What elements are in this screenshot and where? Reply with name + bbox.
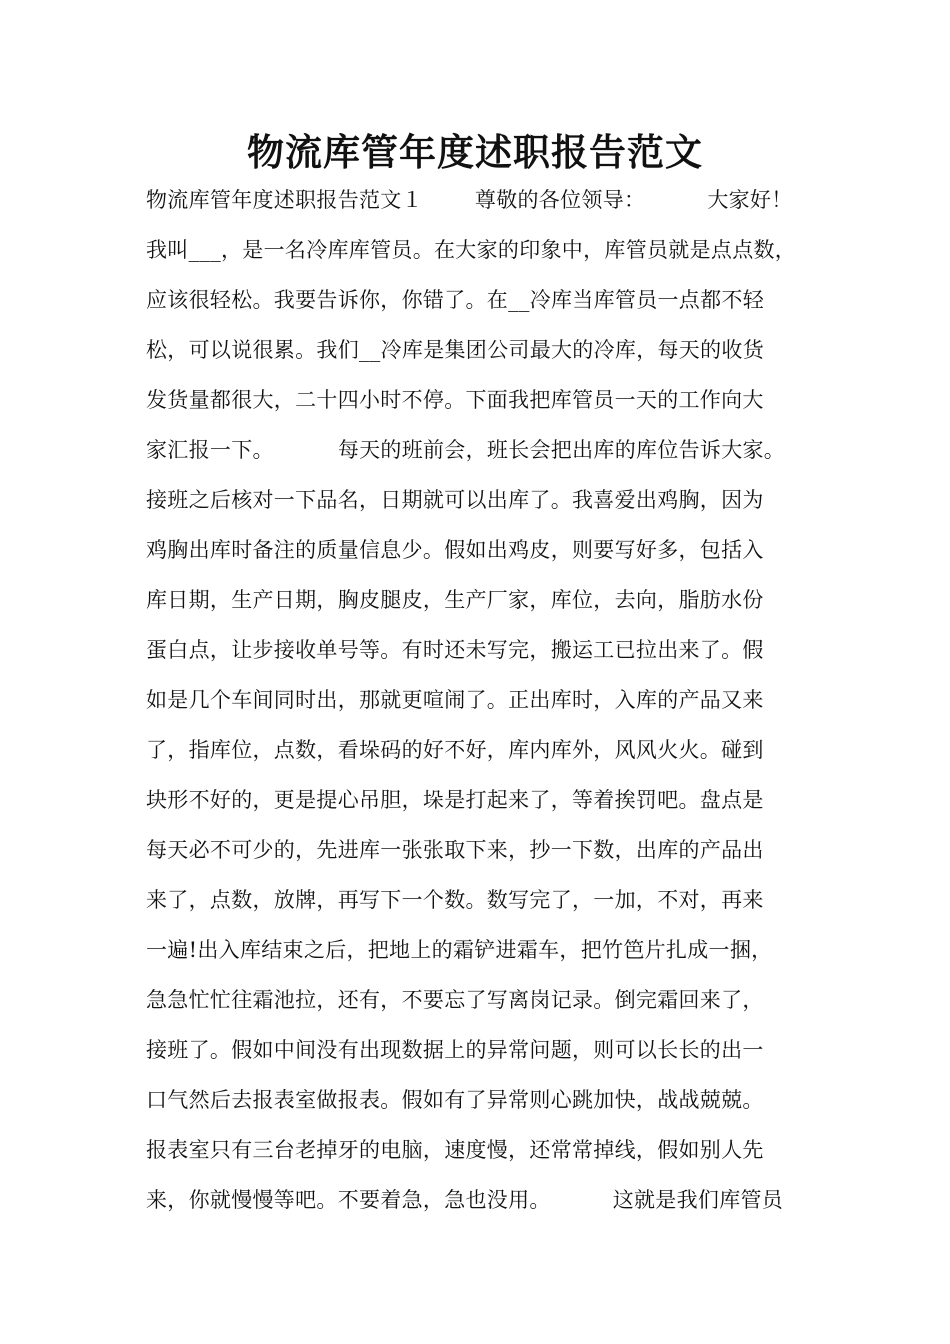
paragraph-line [146,430,826,480]
text-segment: 这就是我们库管员 [612,1188,784,1212]
text-segment: 每天的班前会，班长会把出库的库位告诉大家。 [337,438,786,462]
paragraph-line: 蛋白点，让步接收单号等。有时还未写完，搬运工已拉出来了。假 [146,638,764,662]
paragraph-line: 鸡胸出库时备注的质量信息少。假如出鸡皮，则要写好多，包括入 [146,538,764,562]
text-segment: 尊敬的各位领导： [474,188,646,212]
paragraph-line: 了，指库位，点数，看垛码的好不好，库内库外，风风火火。碰到 [146,738,764,762]
text-segment: 家汇报一下。 [146,438,274,462]
paragraph-line: 一遍!出入库结束之后，把地上的霜铲进霜车，把竹笆片扎成一捆， [146,938,773,962]
text-segment: 物流库管年度述职报告范文１ [146,188,423,212]
paragraph-line: 报表室只有三台老掉牙的电脑，速度慢，还常常掉线，假如别人先 [146,1138,764,1162]
paragraph-line: 每天必不可少的，先进库一张张取下来，抄一下数，出库的产品出 [146,838,764,862]
paragraph-line: 库日期，生产日期，胸皮腿皮，生产厂家，库位，去向，脂肪水份 [146,588,764,612]
paragraph-line: 块形不好的，更是提心吊胆，垛是打起来了，等着挨罚吧。盘点是 [146,788,764,812]
paragraph-line: 应该很轻松。我要告诉你，你错了。在__冷库当库管员一点都不轻 [146,288,764,312]
paragraph-line: 我叫___，是一名冷库库管员。在大家的印象中，库管员就是点点数， [146,238,797,262]
paragraph-line: 来了，点数，放牌，再写下一个数。数写完了，一加，不对，再来 [146,888,764,912]
document-body [146,180,826,1230]
paragraph-line: 松，可以说很累。我们__冷库是集团公司最大的冷库，每天的收货 [146,338,764,362]
paragraph-line [146,1180,826,1230]
text-segment: 大家好！ [707,188,793,212]
text-segment: 来，你就慢慢等吧。不要着急，急也没用。 [146,1188,551,1212]
paragraph-line: 接班了。假如中间没有出现数据上的异常问题，则可以长长的出一 [146,1038,764,1062]
paragraph-line: 急急忙忙往霜池拉，还有，不要忘了写离岗记录。倒完霜回来了， [146,988,764,1012]
paragraph-line [146,180,826,230]
paragraph-line: 如是几个车间同时出，那就更喧闹了。正出库时，入库的产品又来 [146,688,764,712]
paragraph-line: 发货量都很大，二十四小时不停。下面我把库管员一天的工作向大 [146,388,764,412]
document-title: 物流库管年度述职报告范文 [247,131,703,174]
paragraph-line: 接班之后核对一下品名，日期就可以出库了。我喜爱出鸡胸，因为 [146,488,764,512]
paragraph-line: 口气然后去报表室做报表。假如有了异常则心跳加快，战战兢兢。 [146,1088,764,1112]
